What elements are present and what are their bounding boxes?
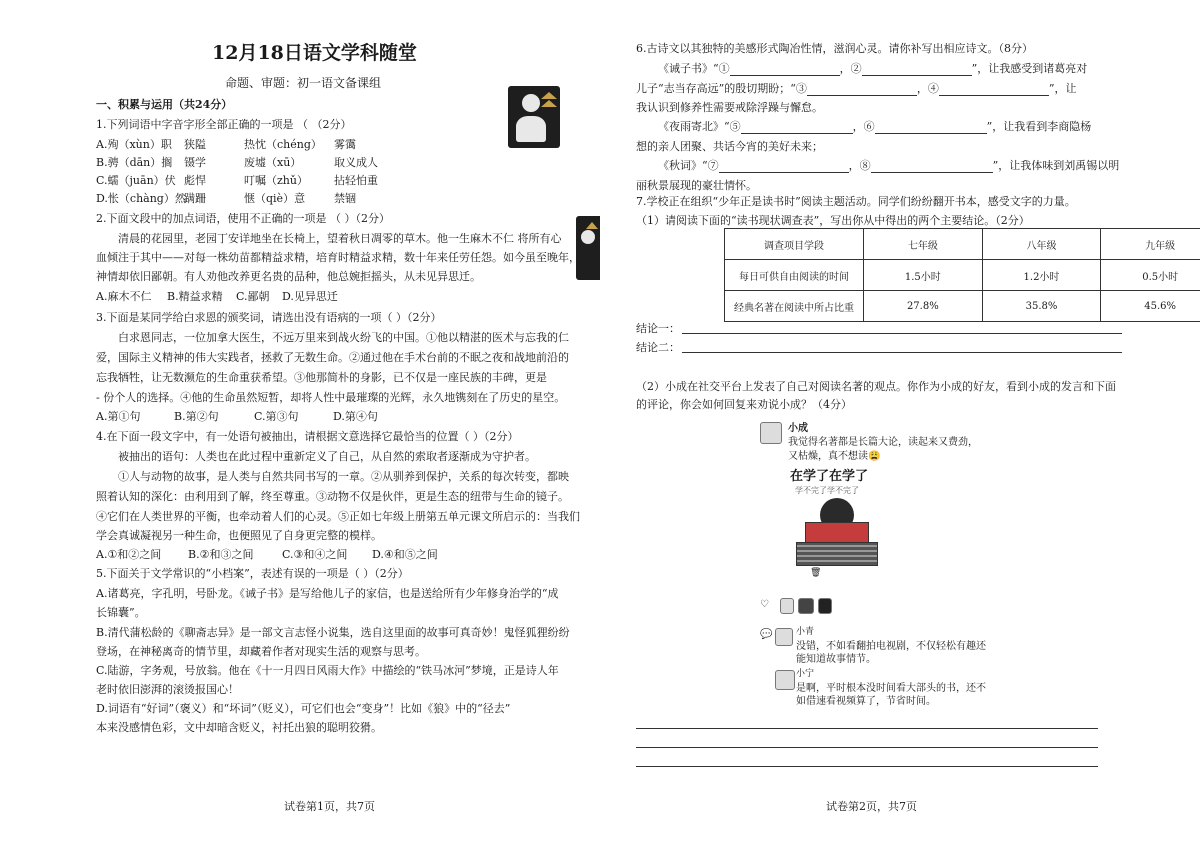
passage-line: 被抽出的语句：人类也在此过程中重新定义了自己，从自然的索取者逐渐成为守护者。 (118, 450, 536, 463)
option-d-word: 惬（qiè）意 (244, 192, 306, 205)
page-footer: 试卷第2页，共7页 (826, 800, 917, 813)
passage-line: 爱，国际主义精神的伟大实践者，拯救了无数生命。②通过他在手术台前的不眠之夜和战地前沿的 (96, 351, 569, 364)
option-a-word: 狭隘 (184, 138, 206, 151)
comment-icon[interactable]: 💬 (760, 629, 773, 640)
fill-line-5: 想的亲人团聚、共话今宵的美好未来； (636, 140, 823, 153)
comment-user: 小宁 (796, 669, 815, 679)
option-b: B.②和③之间 (188, 548, 254, 561)
option-c: C.第③句 (254, 410, 299, 423)
answer-blank[interactable] (741, 122, 853, 134)
option-a: A.第①句 (96, 410, 141, 423)
option-b: B.第②句 (174, 410, 219, 423)
post-author: 小成 (788, 423, 808, 434)
mascot-icon (508, 86, 560, 148)
page-subtitle: 命题、审题：初一语文备课组 (225, 76, 382, 90)
option-d: D.④和⑤之间 (372, 548, 438, 561)
passage-line: ①人与动物的故事，是人类与自然共同书写的一章。②从驯养到保护，关系的每次转变，都映 (118, 470, 569, 483)
table-cell: 每日可供自由阅读的时间 (725, 260, 864, 291)
option-line: 长锦囊”。 (96, 606, 146, 619)
answer-blank[interactable] (939, 84, 1049, 96)
option-d: D.第④句 (333, 410, 378, 423)
table-header: 七年级 (864, 229, 983, 260)
question-2-stem: 2.下面文段中的加点词语，使用不正确的一项是 （ ）（2分） (96, 212, 390, 225)
trash-icon[interactable]: 🗑 (810, 568, 822, 578)
like-icon[interactable]: ♡ (760, 599, 769, 610)
question-7-stem: 7.学校正在组织“少年正是读书时”阅读主题活动。同学们纷纷翻开书本，感受文字的力量。 (636, 195, 1076, 208)
avatar (780, 598, 794, 614)
answer-line[interactable] (636, 728, 1098, 729)
option-line: D.词语有“好词”（褒义）和“坏词”（贬义），可它们也会“变身”！比如《狼》中的“径去” (96, 702, 511, 715)
fill-line-7: 丽秋景展现的豪壮情怀。 (636, 179, 757, 192)
option-line: A.诸葛亮，字孔明，号卧龙。《诫子书》是写给他儿子的家信，也是送给所有少年修身治学的“成 (96, 587, 559, 600)
answer-blank[interactable] (719, 161, 849, 173)
option-c-word: 彪悍 (184, 174, 206, 187)
passage-line: 白求恩同志，一位加拿大医生，不远万里来到战火纷飞的中国。①他以精湛的医术与忘我的仁 (118, 331, 569, 344)
answer-line[interactable] (636, 747, 1098, 748)
passage-line: 血倾注于其中——对每一株幼苗都精益求精，培育时精益求精，数十年来任劳任怨。如今虽至晚年， (96, 251, 580, 264)
exam-page-2 (600, 0, 1200, 848)
table-header-row (725, 229, 1200, 260)
answer-line[interactable] (636, 766, 1098, 767)
avatar (775, 670, 795, 690)
option-b-word: 镊学 (184, 156, 206, 169)
option-a: A.麻木不仁 (96, 290, 152, 303)
conclusion-1-label: 结论一： (636, 322, 680, 335)
section-heading: 一、积累与运用（共24分） (96, 98, 233, 111)
post-text: 又枯燥，真不想读😩 (788, 451, 881, 462)
answer-blank[interactable] (807, 84, 917, 96)
question-3-stem: 3.下面是某同学给白求恩的颁奖词，请选出没有语病的一项（ ）（2分） (96, 311, 442, 324)
conclusion-2-label: 结论二： (636, 341, 680, 354)
avatar (818, 598, 832, 614)
meme-book-stack (796, 542, 878, 566)
passage-line: 忘我牺牲，让无数濒危的生命重获希望。③他那简朴的身影，已不仅是一座民族的丰碑，更是 (96, 371, 547, 384)
fill-line-3: 我认识到修养性需要戒除浮躁与懈怠。 (636, 101, 823, 114)
passage-line: 照着认知的深化：由利用到了解，终至尊重。③动物不仅是伙伴，更是生态的纽带与生命的镜子。 (96, 490, 569, 503)
option-a-word: 热忱（chéng） (244, 138, 322, 151)
fill-line-1: 《诫子书》“① ，② ”，让我感受到诸葛亮对 (658, 62, 1088, 75)
answer-blank[interactable] (862, 64, 972, 76)
table-header: 调查项目学段 (725, 229, 864, 260)
conclusion-2-line[interactable] (682, 352, 1122, 353)
comment-user: 小青 (796, 627, 815, 637)
survey-table (724, 228, 1200, 322)
table-cell: 45.6% (1101, 291, 1200, 322)
post-text: 我觉得名著都是长篇大论，读起来又费劲， (788, 437, 978, 448)
avatar (798, 598, 814, 614)
option-c-word: 叮嘱（zhǔ） (244, 174, 308, 187)
option-a: A.①和②之间 (96, 548, 162, 561)
option-a: A.殉（xùn）职 (96, 138, 172, 151)
passage-line: 神情却依旧鄙朝。有人劝他改养更名贵的品种，他总婉拒摇头，从未见异思迁。 (96, 270, 481, 283)
table-cell: 经典名著在阅读中所占比重 (725, 291, 864, 322)
table-row (725, 260, 1200, 291)
table-header: 八年级 (982, 229, 1101, 260)
question-7-part-1: （1）请阅读下面的“读书现状调查表”，写出你从中得出的两个主要结论。（2分） (636, 214, 1030, 227)
question-4-stem: 4.在下面一段文字中，有一处语句被抽出，请根据文意选择它最恰当的位置（ ）（2分） (96, 430, 519, 443)
answer-blank[interactable] (875, 122, 987, 134)
option-line: C.陆游，字务观，号放翁。他在《十一月四日风雨大作》中描绘的“铁马冰河”梦境，正是诗人年 (96, 664, 559, 677)
question-6-stem: 6.古诗文以其独特的美感形式陶冶性情，滋润心灵。请你补写出相应诗文。（8分） (636, 42, 1033, 55)
table-row (725, 291, 1200, 322)
comment-text: 没错，不如看翻拍电视剧，不仅轻松有趣还 (796, 641, 986, 652)
passage-line: - 份个人的选择。④他的生命虽然短暂，却将人性中最璀璨的光辉，永久地镌刻在了历史的星空。 (96, 391, 566, 404)
fill-line-6: 《秋词》“⑦ ，⑧ ”，让我体味到刘禹锡以明 (658, 159, 1120, 172)
option-line: 登场，在神秘离奇的情节里，却藏着作者对现实生活的观察与思考。 (96, 645, 426, 658)
avatar (760, 422, 782, 444)
option-b-word: 取义成人 (334, 156, 378, 169)
option-b-word: 废墟（xū） (244, 156, 302, 169)
option-line: 本来没感情色彩，文中却暗含贬义，衬托出狼的聪明狡猾。 (96, 721, 382, 734)
fill-line-4: 《夜雨寄北》“⑤ ，⑥ ”，让我看到李商隐杨 (658, 120, 1092, 133)
page-title: 12月18日语文学科随堂 (212, 42, 417, 64)
question-7-part-2-cont: 的评论，你会如何回复来劝说小成？（4分） (636, 398, 852, 411)
table-cell: 35.8% (982, 291, 1101, 322)
option-d-word: 禁锢 (334, 192, 356, 205)
option-d: D.见异思迁 (282, 290, 338, 303)
table-cell: 27.8% (864, 291, 983, 322)
passage-line: 学会真诚凝视另一种生命，也便照见了自身更完整的模样。 (96, 529, 382, 542)
fill-line-2: 儿子“志当存高远”的殷切期盼；“③ ，④ ”，让 (636, 82, 1077, 95)
mascot-icon (576, 216, 600, 280)
table-cell: 0.5小时 (1101, 260, 1200, 291)
conclusion-1-line[interactable] (682, 333, 1122, 334)
answer-blank[interactable] (730, 64, 840, 76)
passage-line: ④它们在人类世界的平衡，也牵动着人们的心灵。⑤正如七年级上册第五单元课文所启示的：当我们 (96, 510, 580, 523)
passage-line: 清晨的花园里，老园丁安详地坐在长椅上，望着秋日凋零的草木。他一生麻木不仁 将所有心 (118, 232, 562, 245)
option-a-word: 雾霭 (334, 138, 356, 151)
table-cell: 1.5小时 (864, 260, 983, 291)
comment-text: 如借速看视频算了，节省时间。 (796, 696, 936, 707)
meme-caption: 在学了在学了 (790, 469, 869, 484)
question-5-stem: 5.下面关于文学常识的“小档案”，表述有误的一项是（ ）（2分） (96, 567, 409, 580)
option-d-word: 蹒跚 (184, 192, 206, 205)
option-c-word: 拈轻怕重 (334, 174, 378, 187)
table-header: 九年级 (1101, 229, 1200, 260)
question-1-stem: 1.下列词语中字音字形全部正确的一项是 （ （2分） (96, 118, 352, 131)
comment-text: 能知道故事情节。 (796, 654, 876, 665)
option-line: 老时依旧澎湃的滚烫报国心！ (96, 683, 239, 696)
comment-text: 是啊，平时根本没时间看大部头的书，还不 (796, 683, 986, 694)
question-7-part-2: （2）小成在社交平台上发表了自己对阅读名著的观点。你作为小成的好友，看到小成的发言和下面 (636, 380, 1116, 393)
option-line: B.清代蒲松龄的《聊斋志异》是一部文言志怪小说集，选自这里面的故事可真奇妙！鬼怪狐狸纷纷 (96, 626, 570, 639)
option-c: C.蠕（juān）伏 (96, 174, 176, 187)
avatar (775, 628, 793, 646)
option-c: C.鄙朝 (236, 290, 270, 303)
option-b: B.骋（dān）搁 (96, 156, 173, 169)
meme-subcaption: 学不完了学不完了 (795, 486, 859, 495)
option-b: B.精益求精 (167, 290, 223, 303)
answer-blank[interactable] (871, 161, 993, 173)
option-d: D.怅（chàng）然 (96, 192, 186, 205)
table-cell: 1.2小时 (982, 260, 1101, 291)
option-c: C.③和④之间 (282, 548, 348, 561)
page-footer: 试卷第1页，共7页 (284, 800, 375, 813)
